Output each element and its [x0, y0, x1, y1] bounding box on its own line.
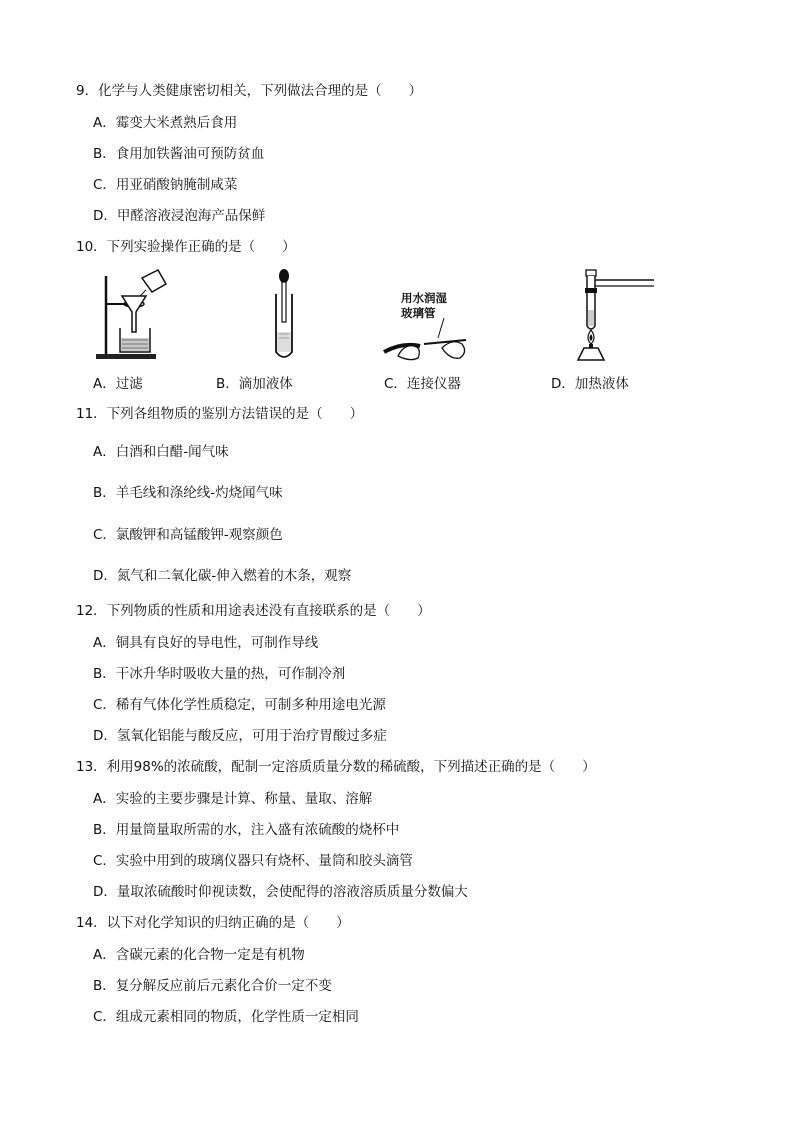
- question-9-option-a: A．霉变大米煮熟后食用: [93, 115, 238, 131]
- heating-liquid-figure: [572, 268, 658, 362]
- question-13-option-c: C．实验中用到的玻璃仪器只有烧杯、量筒和胶头滴管: [93, 853, 413, 869]
- question-9-option-c: C．用亚硝酸钠腌制咸菜: [93, 177, 238, 193]
- question-11-option-b: B．羊毛线和涤纶线-灼烧闻气味: [93, 485, 283, 501]
- question-11-stem: 11．下列各组物质的鉴别方法错误的是（ ）: [76, 406, 364, 422]
- question-9-stem: 9．化学与人类健康密切相关，下列做法合理的是（ ）: [76, 83, 423, 99]
- question-10-stem: 10．下列实验操作正确的是（ ）: [76, 239, 296, 255]
- question-14-option-b: B．复分解反应前后元素化合价一定不变: [93, 978, 332, 994]
- question-13-option-d: D．量取浓硫酸时仰视读数，会使配得的溶液溶质质量分数偏大: [93, 884, 468, 900]
- question-12-stem: 12．下列物质的性质和用途表述没有直接联系的是（ ）: [76, 603, 431, 619]
- figure-caption-d: D．加热液体: [551, 376, 629, 392]
- question-12-option-c: C．稀有气体化学性质稳定，可制多种用途电光源: [93, 697, 386, 713]
- question-9-option-d: D．甲醛溶液浸泡海产品保鲜: [93, 208, 266, 224]
- question-13-stem: 13．利用98%的浓硫酸，配制一定溶质质量分数的稀硫酸，下列描述正确的是（ ）: [76, 759, 596, 775]
- question-14-option-a: A．含碳元素的化合物一定是有机物: [93, 947, 305, 963]
- question-14-stem: 14．以下对化学知识的归纳正确的是（ ）: [76, 915, 350, 931]
- question-9-option-b: B．食用加铁酱油可预防贫血: [93, 146, 265, 162]
- question-11-option-c: C．氯酸钾和高锰酸钾-观察颜色: [93, 527, 283, 543]
- question-12-option-b: B．干冰升华时吸收大量的热，可作制冷剂: [93, 666, 346, 682]
- figure-label-line-1: 用水润湿: [401, 291, 447, 305]
- question-12-option-d: D．氢氧化铝能与酸反应，可用于治疗胃酸过多症: [93, 728, 387, 744]
- question-11-option-d: D．氮气和二氧化碳-伸入燃着的木条，观察: [93, 568, 352, 584]
- dropper-figure: [264, 268, 304, 362]
- figure-caption-b: B．滴加液体: [216, 376, 293, 392]
- connect-apparatus-figure: [380, 318, 480, 364]
- filtration-figure: [92, 266, 172, 362]
- figure-caption-c: C．连接仪器: [384, 376, 461, 392]
- question-14-option-c: C．组成元素相同的物质，化学性质一定相同: [93, 1009, 359, 1025]
- figure-label-line-2: 玻璃管: [401, 306, 436, 320]
- question-11-option-a: A．白酒和白醋-闻气味: [93, 444, 229, 460]
- question-12-option-a: A．铜具有良好的导电性，可制作导线: [93, 635, 319, 651]
- question-13-option-b: B．用量筒量取所需的水，注入盛有浓硫酸的烧杯中: [93, 822, 400, 838]
- question-13-option-a: A．实验的主要步骤是计算、称量、量取、溶解: [93, 791, 373, 807]
- figure-caption-a: A．过滤: [93, 376, 143, 392]
